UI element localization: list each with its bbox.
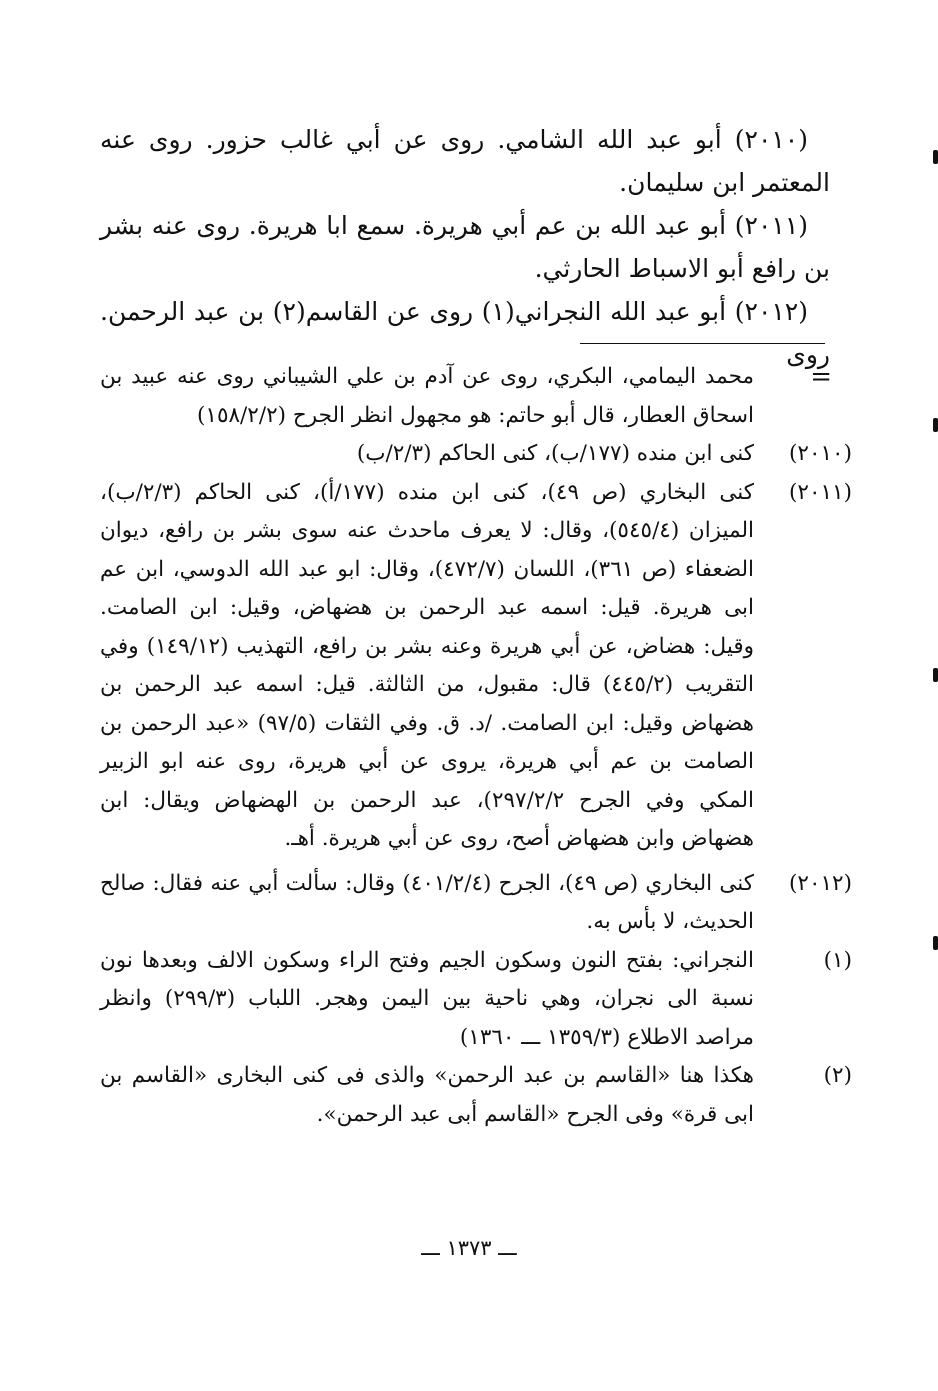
footnote-label: (٢) xyxy=(823,1063,852,1088)
footnote-label: (٢٠١٢) xyxy=(789,870,852,896)
scan-edge-mark xyxy=(933,936,938,950)
entry-number: (٢٠١١) xyxy=(734,211,809,240)
footnote-label: (٢٠١٠) xyxy=(789,441,852,466)
footnote-2 xyxy=(100,1057,852,1134)
footnote-2010 xyxy=(100,435,852,474)
footnote-divider xyxy=(580,343,825,344)
footnote-label: (٢٠١١) xyxy=(789,479,852,505)
footnote-text: النجراني: بفتح النون وسكون الجيم وفتح الراء وسكون الالف وبعدها نون نسبة الى نجران، وهي ناحية بين اليمن وهجر. اللباب (٢٩٩/٣) وانظر مراصد الاطلاع (١٣٥٩/٣ ـــ ١٣٦٠) xyxy=(100,947,755,1050)
footnote-2011 xyxy=(100,474,852,859)
footnote-text: محمد اليمامي، البكري، روى عن آدم بن علي الشيباني روى عنه عبيد بن اسحاق العطار، قال أبو حاتم: هو مجهول انظر الجرح (١٥٨/٢/٢) xyxy=(100,364,754,428)
entry-2010 xyxy=(100,118,830,204)
footnote-text: هكذا هنا «القاسم بن عبد الرحمن» والذى فى كنى البخارى «القاسم بن ابى قرة» وفى الجرح «القاسم أبى عبد الرحمن». xyxy=(100,1063,754,1127)
footnote-text: كنى ابن منده (١٧٧/ب)، كنى الحاكم (٢/٣/ب) xyxy=(356,441,754,466)
footnote-2012 xyxy=(100,865,852,942)
footnote-1 xyxy=(100,942,852,1058)
footnotes xyxy=(100,358,852,1134)
continuation-mark: = xyxy=(810,362,832,392)
footnote-label: (١) xyxy=(823,947,852,973)
footnote-text: كنى البخاري (ص ٤٩)، الجرح (٤٠١/٢/٤) وقال: سألت أبي عنه فقال: صالح الحديث، لا بأس به. xyxy=(100,870,754,934)
page-number: ـــ ١٣٧٣ ـــ xyxy=(421,1236,517,1260)
scan-edge-mark xyxy=(933,668,938,682)
footnote-text: كنى البخاري (ص ٤٩)، كنى ابن منده (١٧٧/أ)، كنى الحاكم (٢/٣/ب)، الميزان (٥٤٥/٤)، وقال: لا يعرف ماحدث عنه سوى بشر بن رافع، ديوان الضعفاء (ص ٣٦١)، اللسان (٤٧٢/٧)، وقال: ابو عبد الله الدوسي، ابن عم ابى هريرة. قيل: اسمه عبد الرحمن بن هضهاض، وقيل: ابن الصامت. وقيل: هضاض، عن أبي هريرة وعنه بشر بن رافع، التهذيب (١٤٩/١٢) وفي التقريب (٤٤٥/٢) قال: مقبول، من الثالثة. قيل: اسمه عبد الرحمن بن هضهاض وقيل: ابن الصامت. /د. ق. وفي الثقات (٩٧/٥) «عبد الرحمن بن الصامت بن عم أبي هريرة، يروى عن أبي هريرة، روى عنه ابو الزبير المكي وفي الجرح ٢٩٧/٢/٢)، عبد الرحمن بن الهضهاض ويقال: ابن هضهاض وابن هضهاض أصح، روى عن أبي هريرة. أهـ. xyxy=(100,479,755,851)
entry-text: أبو عبد الله الشامي. روى عن أبي غالب حزور. روى عنه المعتمر ابن سليمان. xyxy=(100,125,830,197)
scan-edge-mark xyxy=(933,418,938,432)
entry-text: أبو عبد الله النجراني(١) روى عن القاسم(٢) بن عبد الرحمن. روى xyxy=(100,297,830,369)
entry-number: (٢٠١٢) xyxy=(734,297,808,326)
footnote-continuation xyxy=(100,358,852,435)
main-text xyxy=(100,118,830,376)
entry-number: (٢٠١٠) xyxy=(734,125,808,154)
entry-text: أبو عبد الله بن عم أبي هريرة. سمع ابا هريرة. روى عنه بشر بن رافع أبو الاسباط الحارثي. xyxy=(100,211,830,283)
scan-edge-mark xyxy=(933,150,938,164)
entry-2011 xyxy=(100,204,830,290)
